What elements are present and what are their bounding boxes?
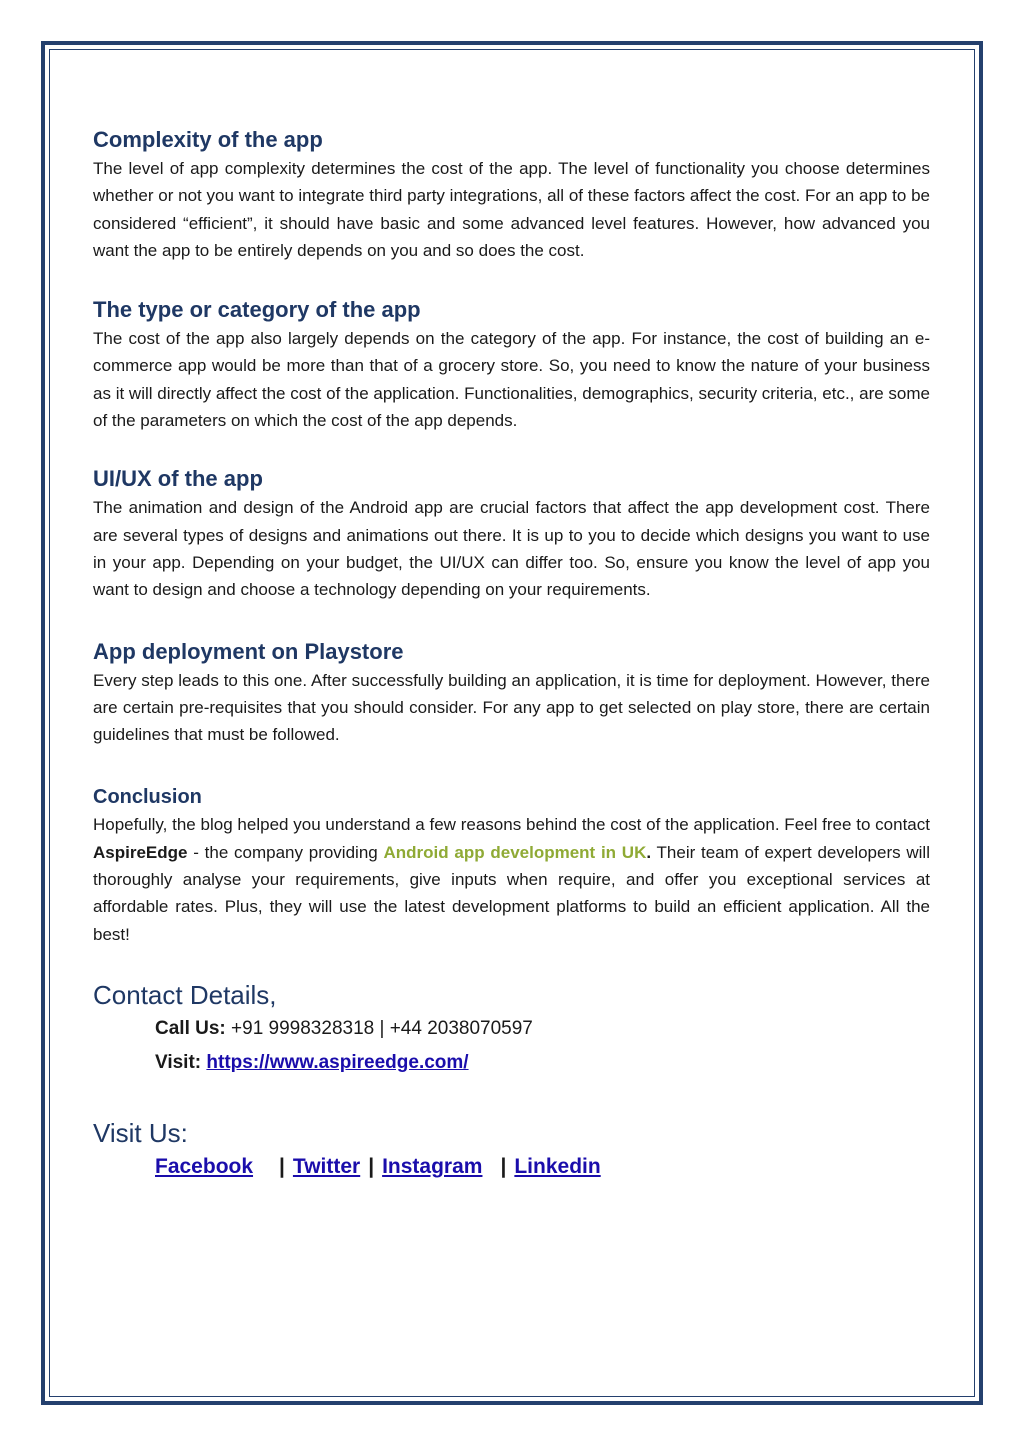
separator: | [368, 1154, 375, 1178]
section-heading-complexity: Complexity of the app [93, 127, 323, 152]
section-body-deployment: Every step leads to this one. After successfully building an application, it is time for deployment. However, there are certain pre-requisites that you should consider. For any app to get selected on play store, there are certain guidelines that must be followed. [93, 670, 930, 745]
conclusion-text-3: Their team of expert developers will thoroughly analyse your requirements, give inputs when require, and offer you exceptional services at affordable rates. Plus, they will use the latest development platforms to build an efficient application. All the best! [93, 842, 930, 944]
section-body-uiux: The animation and design of the Android app are crucial factors that affect the app development cost. There are several types of designs and animations out there. It is up to you to decide which designs you want to use in your app. Depending on your budget, the UI/UX can differ too. So, ensure you know the level of app you want to design and choose a technology depending on your requirements. [93, 498, 930, 600]
call-us-line [93, 1012, 930, 1046]
section-heading-category: The type or category of the app [93, 297, 421, 323]
website-link[interactable]: https://www.aspireedge.com/ [206, 1051, 469, 1073]
facebook-link[interactable]: Facebook [155, 1154, 254, 1178]
conclusion-period: . [646, 842, 652, 862]
phone-numbers: +91 9998328318 | +44 2038070597 [225, 1017, 533, 1039]
conclusion-body [93, 811, 930, 947]
social-links [93, 1150, 930, 1184]
document-body [93, 125, 930, 1184]
visit-line [93, 1046, 930, 1080]
visit-label: Visit: [155, 1051, 202, 1073]
call-us-label: Call Us: [155, 1017, 226, 1039]
conclusion-text-2: - the company providing [187, 842, 384, 862]
section-body-complexity: The level of app complexity determines the cost of the app. The level of functionality you choose determines whether or not you want to integrate third party integrations, all of these factors affect the cost. For an app to be considered “efficient”, it should have basic and some advanced level features. However, how advanced you want the app to be entirely depends on you and so does the cost. [93, 159, 930, 260]
separator: | [279, 1154, 285, 1178]
visit-us-heading: Visit Us: [93, 1117, 188, 1148]
separator: | [500, 1154, 507, 1178]
linkedin-link[interactable]: Linkedin [514, 1154, 601, 1178]
contact-heading: Contact Details, [93, 979, 277, 1010]
section-body-category: The cost of the app also largely depends on the category of the app. For instance, the cost of building an e-commerce app would be more than that of a grocery store. So, you need to know the nature of your business as it will directly affect the cost of the application. Functionalities, demographics, security criteria, etc., are some of the parameters on which the cost of the app depends. [93, 329, 930, 431]
section-heading-deployment: App deployment on Playstore [93, 638, 404, 664]
instagram-link[interactable]: Instagram [382, 1154, 483, 1178]
conclusion-text-1: Hopefully, the blog helped you understand a few reasons behind the cost of the application. Feel free to contact [93, 815, 930, 835]
section-heading-uiux: UI/UX of the app [93, 466, 263, 492]
android-development-link[interactable]: Android app development in UK [383, 842, 647, 862]
company-name: AspireEdge [93, 842, 188, 862]
conclusion-heading: Conclusion [93, 786, 202, 809]
twitter-link[interactable]: Twitter [292, 1154, 361, 1178]
